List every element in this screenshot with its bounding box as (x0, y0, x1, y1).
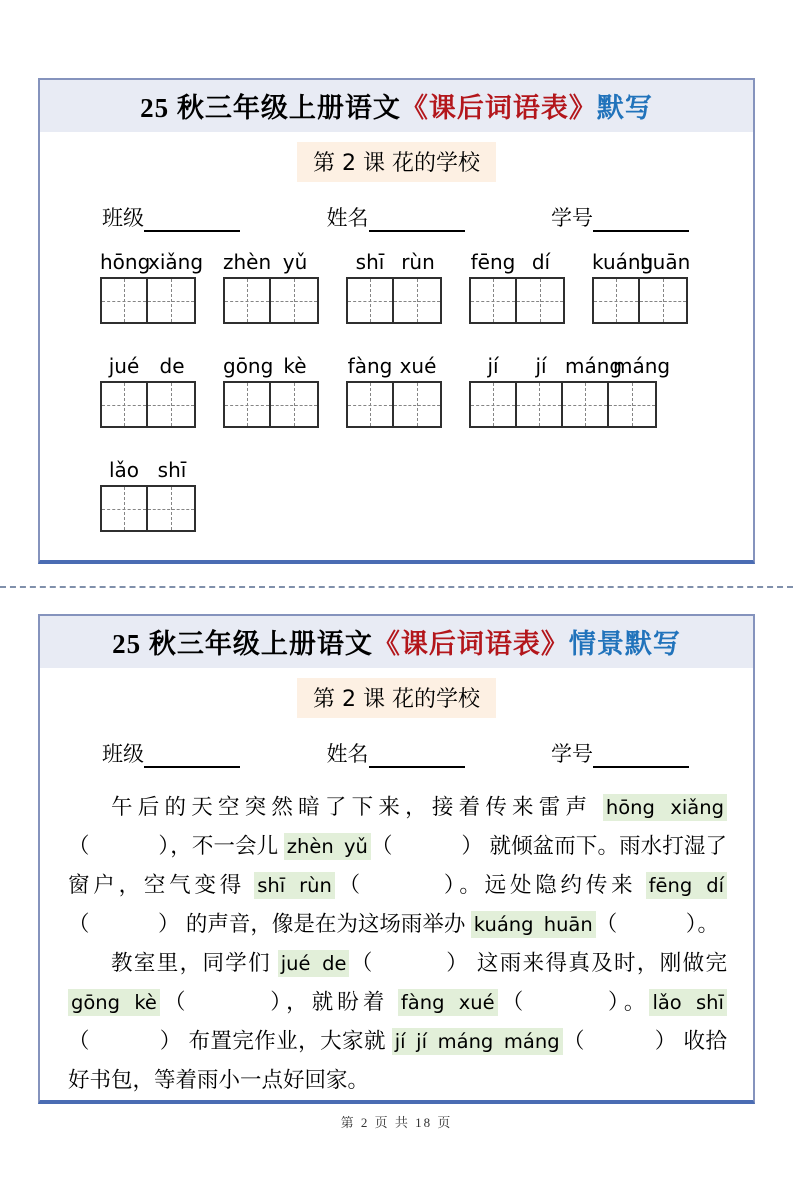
pinyin-label (469, 354, 671, 378)
pinyin-syllable: kè (283, 354, 307, 378)
word-block (346, 250, 442, 324)
pinyin-syllable: xiǎng (148, 250, 204, 274)
grid-cell (517, 279, 563, 322)
pinyin-syllable: huān (640, 250, 691, 274)
pinyin-syllable: jí (535, 354, 547, 378)
student-id-field (551, 738, 689, 768)
answer-blank: （ ） (334, 873, 460, 897)
body-text: 。远处隐约传来 (459, 873, 646, 897)
page-number-footer: 第 2 页 共 18 页 (340, 1115, 453, 1130)
pinyin-syllable: dí (531, 250, 551, 274)
student-info-row (40, 738, 753, 768)
grid-cell (394, 279, 440, 322)
writing-grid (100, 277, 196, 324)
lesson-badge-wrap (40, 142, 753, 182)
grid-cell (394, 383, 440, 426)
word-grid-area (40, 232, 753, 560)
section-divider (0, 586, 793, 588)
grid-cell (148, 279, 194, 322)
answer-blank: （ ） (562, 1029, 678, 1053)
body-text: 这雨来得真及时，刚做完 (470, 951, 727, 975)
grid-cell (102, 279, 148, 322)
pinyin-label (346, 250, 442, 274)
worksheet-page (0, 78, 793, 1200)
answer-blank: （ ） (370, 834, 484, 858)
body-text: 就倾盆而下。雨水打湿了窗户，空气变得 (68, 834, 727, 897)
student-id-blank-line (593, 208, 689, 232)
story-paragraph (68, 944, 727, 1100)
word-block (469, 354, 671, 428)
lesson-badge: 第 2 课 花的学校 (297, 678, 496, 718)
body-text: 的声音，像是在为这场雨举办 (180, 912, 471, 936)
pinyin-highlight: kuáng huān (471, 911, 596, 938)
name-blank-line (369, 744, 465, 768)
pinyin-label (100, 354, 196, 378)
pinyin-highlight: hōng xiǎng (603, 794, 727, 821)
grid-cell (271, 279, 317, 322)
student-id-field (551, 202, 689, 232)
class-label: 班级 (102, 206, 144, 230)
pinyin-syllable: fàng (347, 354, 393, 378)
answer-blank: （ ） (159, 990, 287, 1014)
writing-grid (346, 381, 442, 428)
pinyin-highlight: lǎo shī (649, 989, 727, 1016)
writing-grid (100, 381, 196, 428)
grid-cell (594, 279, 640, 322)
body-text: 午后的天空突然暗了下来，接着传来雷声 (111, 795, 603, 819)
class-field (102, 202, 240, 232)
class-blank-line (144, 208, 240, 232)
dictation-card-title (40, 80, 753, 132)
grid-cell (225, 383, 271, 426)
body-text: 教室里，同学们 (111, 951, 278, 975)
word-block (223, 250, 319, 324)
answer-blank: （ ） (68, 1029, 183, 1053)
body-text: ，不一会儿 (170, 834, 284, 858)
pinyin-syllable: de (159, 354, 185, 378)
pinyin-syllable: lǎo (108, 458, 140, 482)
grid-cell (471, 383, 517, 426)
word-row (100, 458, 753, 532)
answer-blank: （ ） (68, 912, 181, 936)
body-text: 收拾好书包，等着雨小一点好回家。 (68, 1029, 727, 1092)
name-label: 姓名 (326, 206, 369, 230)
pinyin-highlight: gōng kè (68, 989, 160, 1016)
pinyin-syllable: hōng (100, 250, 151, 274)
pinyin-syllable: fēng (470, 250, 516, 274)
pinyin-label (469, 250, 565, 274)
lesson-badge-wrap (40, 678, 753, 718)
name-label: 姓名 (326, 742, 369, 766)
pinyin-syllable: shī (157, 458, 187, 482)
grid-cell (609, 383, 655, 426)
class-label: 班级 (102, 742, 144, 766)
pinyin-label (592, 250, 691, 274)
pinyin-highlight: jí jí máng máng (392, 1028, 563, 1055)
grid-cell (225, 279, 271, 322)
pinyin-syllable: máng (613, 354, 671, 378)
word-block (469, 250, 565, 324)
grid-cell (102, 383, 148, 426)
context-card-title (40, 616, 753, 668)
pinyin-label (223, 354, 319, 378)
grid-cell (640, 279, 686, 322)
pinyin-label (346, 354, 442, 378)
word-block (100, 354, 196, 428)
title-book-name: 《课后词语表》 (372, 629, 569, 659)
grid-cell (471, 279, 517, 322)
writing-grid (469, 381, 657, 428)
pinyin-syllable: jué (108, 354, 140, 378)
pinyin-syllable: máng (565, 354, 623, 378)
title-suffix: 情景默写 (568, 629, 681, 659)
word-block (346, 354, 442, 428)
student-id-label: 学号 (551, 206, 593, 230)
pinyin-highlight: jué de (278, 950, 350, 977)
writing-grid (346, 277, 442, 324)
grid-cell (563, 383, 609, 426)
grid-cell (148, 383, 194, 426)
pinyin-label (100, 458, 196, 482)
body-text: ，就盼着 (286, 990, 398, 1014)
pinyin-highlight: zhèn yǔ (284, 833, 371, 860)
writing-grid (223, 277, 319, 324)
word-block (592, 250, 691, 324)
pinyin-syllable: gōng (223, 354, 274, 378)
pinyin-label (100, 250, 204, 274)
pinyin-syllable: kuáng (592, 250, 654, 274)
writing-grid (100, 485, 196, 532)
word-block (100, 250, 204, 324)
title-prefix: 25 秋三年级上册语文 (140, 93, 401, 123)
grid-cell (148, 487, 194, 530)
lesson-badge: 第 2 课 花的学校 (297, 142, 496, 182)
pinyin-label (223, 250, 319, 274)
story-paragraph (68, 788, 727, 944)
pinyin-syllable: jí (487, 354, 499, 378)
pinyin-highlight: fēng dí (646, 872, 727, 899)
grid-cell (102, 487, 148, 530)
body-text: 布置完作业，大家就 (182, 1029, 392, 1053)
context-dictation-card (38, 614, 755, 1104)
grid-cell (517, 383, 563, 426)
pinyin-syllable: xué (399, 354, 437, 378)
answer-blank: （ ） (68, 834, 171, 858)
word-block (100, 458, 196, 532)
pinyin-syllable: rùn (401, 250, 435, 274)
title-prefix: 25 秋三年级上册语文 (112, 629, 373, 659)
title-suffix: 默写 (596, 93, 653, 123)
title-book-name: 《课后词语表》 (400, 93, 597, 123)
story-text-area (40, 768, 753, 1100)
name-blank-line (369, 208, 465, 232)
pinyin-highlight: shī rùn (254, 872, 335, 899)
grid-cell (271, 383, 317, 426)
pinyin-highlight: fàng xué (398, 989, 498, 1016)
word-row (100, 354, 753, 428)
answer-blank: （ ） (595, 912, 698, 936)
body-text: 。 (623, 990, 650, 1014)
class-field (102, 738, 240, 768)
pinyin-syllable: shī (355, 250, 385, 274)
dictation-card (38, 78, 755, 564)
grid-cell (348, 279, 394, 322)
student-id-label: 学号 (551, 742, 593, 766)
writing-grid (469, 277, 565, 324)
pinyin-syllable: zhèn (223, 250, 272, 274)
name-field (327, 738, 465, 768)
writing-grid (223, 381, 319, 428)
name-field (327, 202, 465, 232)
word-block (223, 354, 319, 428)
grid-cell (348, 383, 394, 426)
body-text: 。 (697, 912, 720, 936)
class-blank-line (144, 744, 240, 768)
writing-grid (592, 277, 688, 324)
student-info-row (40, 202, 753, 232)
word-row (100, 250, 753, 324)
answer-blank: （ ） (349, 951, 471, 975)
pinyin-syllable: yǔ (282, 250, 308, 274)
student-id-blank-line (593, 744, 689, 768)
answer-blank: （ ） (497, 990, 624, 1014)
